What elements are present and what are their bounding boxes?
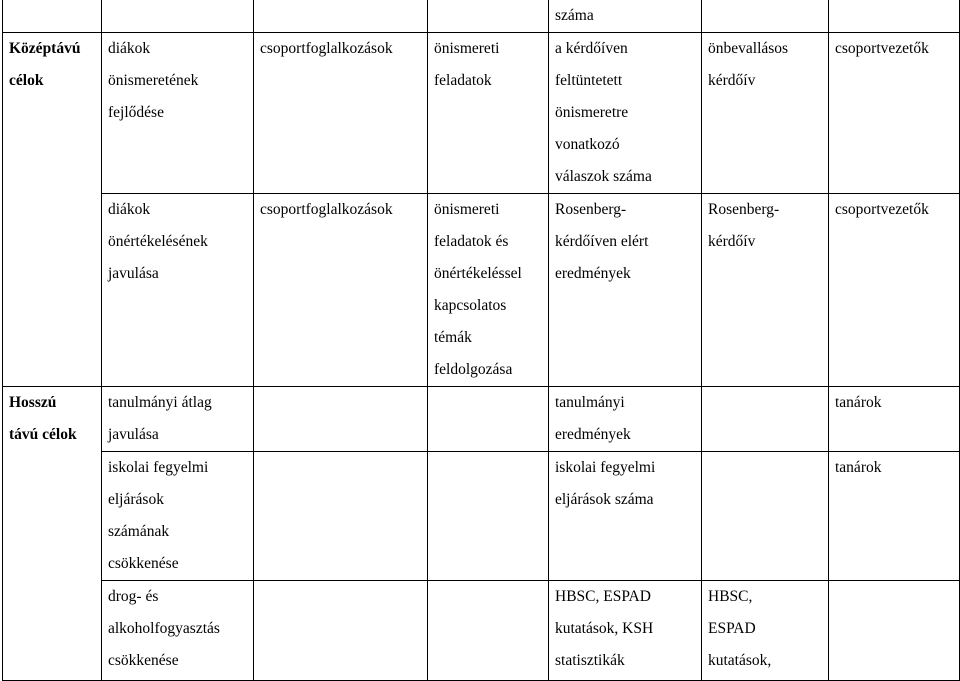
table-cell: tanárok xyxy=(829,452,960,581)
table-cell xyxy=(428,452,549,581)
table-cell xyxy=(428,387,549,452)
table-cell xyxy=(3,0,102,33)
table-cell: száma xyxy=(549,0,702,33)
table-cell: drog- és alkoholfogyasztás csökkenése xyxy=(102,581,254,681)
table-row-continuation xyxy=(3,0,960,33)
table-cell: önismereti feladatok xyxy=(428,33,549,194)
table-cell: tanárok xyxy=(829,387,960,452)
table-cell: HBSC, ESPAD kutatások, xyxy=(702,581,829,681)
table-row xyxy=(3,194,960,387)
table-row xyxy=(3,581,960,681)
table-cell: diákok önismeretének fejlődése xyxy=(102,33,254,194)
goal-category-cell: Középtávú célok xyxy=(3,33,102,387)
table-cell: iskolai fegyelmi eljárások számának csökkenése xyxy=(102,452,254,581)
table-cell: csoportvezetők xyxy=(829,33,960,194)
table-cell xyxy=(829,0,960,33)
table-cell xyxy=(254,387,428,452)
table-cell: csoportfoglalkozások xyxy=(254,33,428,194)
table-cell: a kérdőíven feltüntetett önismeretre vonatkozó válaszok száma xyxy=(549,33,702,194)
table-cell: tanulmányi eredmények xyxy=(549,387,702,452)
table-cell xyxy=(428,0,549,33)
table-cell: Rosenberg- kérdőíven elért eredmények xyxy=(549,194,702,387)
table-cell: csoportvezetők xyxy=(829,194,960,387)
table-row xyxy=(3,452,960,581)
table-cell xyxy=(702,387,829,452)
table-row xyxy=(3,33,960,194)
table-cell xyxy=(102,0,254,33)
table-cell xyxy=(254,0,428,33)
table-cell xyxy=(254,581,428,681)
table-cell: iskolai fegyelmi eljárások száma xyxy=(549,452,702,581)
table-cell: diákok önértékelésének javulása xyxy=(102,194,254,387)
table-cell: HBSC, ESPAD kutatások, KSH statisztikák xyxy=(549,581,702,681)
table-cell xyxy=(702,0,829,33)
table-cell: tanulmányi átlag javulása xyxy=(102,387,254,452)
table-cell: csoportfoglalkozások xyxy=(254,194,428,387)
table-cell xyxy=(829,581,960,681)
table-cell: önismereti feladatok és önértékeléssel kapcsolatos témák feldolgozása xyxy=(428,194,549,387)
table-cell: önbevallásos kérdőív xyxy=(702,33,829,194)
table-cell xyxy=(254,452,428,581)
goals-table xyxy=(2,0,960,681)
table-cell xyxy=(702,452,829,581)
goal-category-cell: Hosszú távú célok xyxy=(3,387,102,681)
table-cell: Rosenberg- kérdőív xyxy=(702,194,829,387)
table-cell xyxy=(428,581,549,681)
table-row xyxy=(3,387,960,452)
